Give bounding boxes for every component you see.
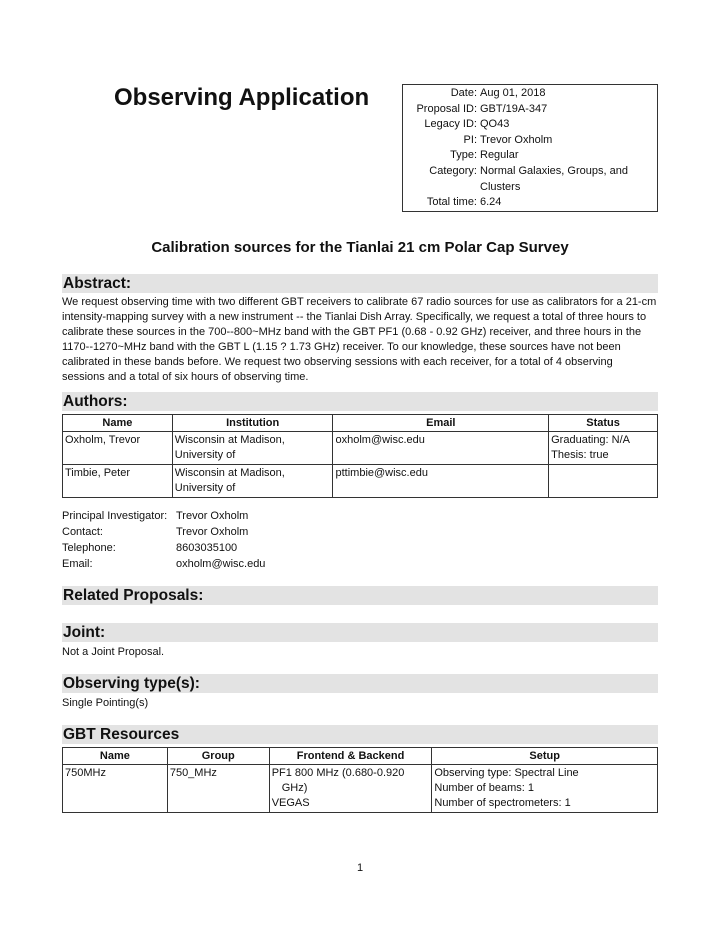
info-row-category <box>403 164 657 195</box>
frontend-line: PF1 800 MHz (0.680-0.920 <box>271 767 405 779</box>
resource-setup <box>432 765 658 813</box>
related-proposals-heading: Related Proposals: <box>62 586 658 605</box>
info-key: Type: <box>450 149 477 162</box>
abstract-heading: Abstract: <box>62 274 658 293</box>
contact-row <box>62 540 265 556</box>
info-row-legacy-id <box>403 117 657 133</box>
page-number: 1 <box>356 862 364 874</box>
contact-value: 8603035100 <box>176 542 238 554</box>
info-key: Legacy ID: <box>424 118 477 131</box>
authors-heading: Authors: <box>62 392 658 411</box>
proposal-info-box <box>402 84 658 212</box>
column-header-setup: Setup <box>432 748 658 765</box>
info-row-total-time <box>403 195 657 211</box>
column-header-frontend: Frontend & Backend <box>269 748 432 765</box>
info-value: Aug 01, 2018 <box>480 87 546 99</box>
setup-line: Number of spectrometers: 1 <box>434 797 571 809</box>
contact-key: Email: <box>62 558 93 570</box>
info-value: GBT/19A-347 <box>480 102 548 115</box>
author-status <box>549 432 658 465</box>
author-email: oxholm@wisc.edu <box>333 432 549 465</box>
table-row <box>63 765 658 813</box>
table-row <box>63 465 658 498</box>
author-email: pttimbie@wisc.edu <box>333 465 549 498</box>
proposal-title: Calibration sources for the Tianlai 21 cm Polar Cap Survey <box>151 239 569 256</box>
column-header-name: Name <box>63 415 173 432</box>
gbt-resources-heading: GBT Resources <box>62 725 658 744</box>
info-key: PI: <box>463 133 477 146</box>
column-header-name: Name <box>63 748 168 765</box>
info-value: 6.24 <box>480 196 502 209</box>
info-key: Proposal ID: <box>416 102 477 115</box>
observing-types-heading: Observing type(s): <box>62 674 658 693</box>
contact-row <box>62 556 265 572</box>
resource-frontend <box>269 765 432 813</box>
info-value: Regular <box>480 149 519 162</box>
author-name: Timbie, Peter <box>63 465 173 498</box>
contact-row <box>62 524 265 540</box>
authors-table <box>62 414 658 498</box>
info-value: Trevor Oxholm <box>480 133 553 146</box>
contact-key: Principal Investigator: <box>62 510 168 522</box>
info-row-type <box>403 148 657 164</box>
info-row-pi <box>403 133 657 149</box>
observing-types-text: Single Pointing(s) <box>62 697 149 709</box>
column-header-status: Status <box>549 415 658 432</box>
info-row-date <box>403 86 657 102</box>
status-graduating: Graduating: N/A <box>551 434 630 446</box>
document-page <box>62 0 658 932</box>
resources-table <box>62 747 658 813</box>
abstract-text: We request observing time with two different GBT receivers to calibrate 67 radio sources for use as calibrators for a 21-cm intensity-mapping survey with a new instrument -- the Tianlai Dish Array. Specifically, we request a total of three hours to calibrate these sources in the 700--800~MHz band with the GBT PF1 (0.68 - 0.92 GHz) receiver, and three hours in the 1170--1270~MHz band with the GBT L (1.15 ? 1.73 GHz) receiver. To our knowledge, these sources have not been calibrated in these bands before. We request two observing sessions with each receiver, for a total of 4 observing sessions and a total of six hours of observing time. <box>62 296 657 383</box>
author-status <box>549 465 658 498</box>
setup-line: Observing type: Spectral Line <box>434 767 579 779</box>
info-row-proposal-id <box>403 102 657 118</box>
contact-key: Contact: <box>62 526 103 538</box>
joint-text: Not a Joint Proposal. <box>62 646 165 658</box>
authors-header-row <box>63 415 658 432</box>
author-institution: Wisconsin at Madison, University of <box>172 432 333 465</box>
column-header-institution: Institution <box>172 415 333 432</box>
backend-line: VEGAS <box>271 797 310 809</box>
info-key: Category: <box>429 164 477 177</box>
info-key: Date: <box>450 87 477 99</box>
document-title: Observing Application <box>114 84 370 111</box>
author-name: Oxholm, Trevor <box>63 432 173 465</box>
info-value: Normal Galaxies, Groups, and Clusters <box>480 164 628 193</box>
setup-line: Number of beams: 1 <box>434 782 535 794</box>
contact-value: oxholm@wisc.edu <box>176 558 266 570</box>
joint-heading: Joint: <box>62 623 658 642</box>
contact-key: Telephone: <box>62 542 116 554</box>
contact-value: Trevor Oxholm <box>176 510 249 522</box>
status-thesis: Thesis: true <box>551 449 609 461</box>
table-row <box>63 432 658 465</box>
column-header-group: Group <box>167 748 269 765</box>
info-key: Total time: <box>426 196 477 209</box>
column-header-email: Email <box>333 415 549 432</box>
frontend-line: GHz) <box>281 782 308 794</box>
resource-name: 750MHz <box>63 765 168 813</box>
author-institution: Wisconsin at Madison, University of <box>172 465 333 498</box>
contact-info <box>62 508 265 572</box>
contact-value: Trevor Oxholm <box>176 526 249 538</box>
info-value: QO43 <box>480 118 510 131</box>
contact-row <box>62 508 265 524</box>
resources-header-row <box>63 748 658 765</box>
resource-group: 750_MHz <box>167 765 269 813</box>
